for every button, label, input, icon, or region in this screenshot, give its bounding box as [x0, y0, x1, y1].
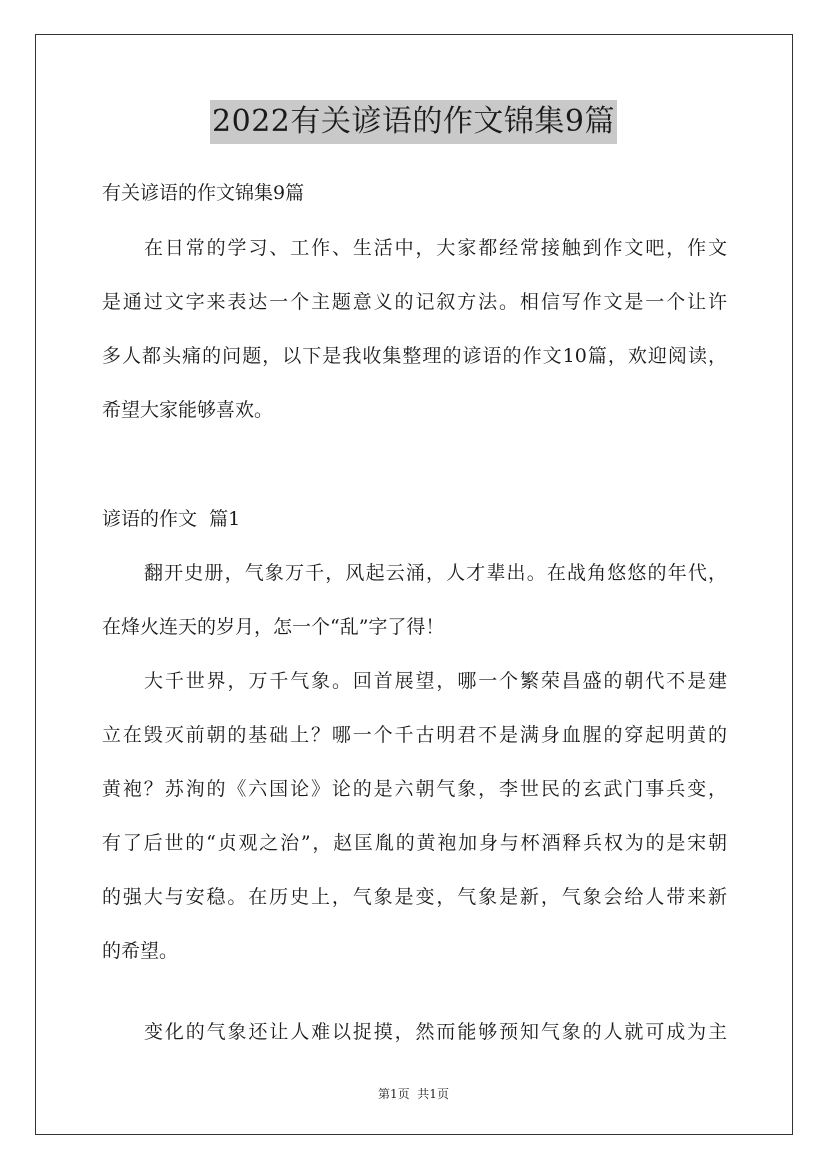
document-title-text: 2022有关谚语的作文锦集9篇 [210, 100, 617, 144]
intro-line-1: 在日常的学习、工作、生活中，大家都经常接触到作文吧，作文 [144, 237, 727, 259]
intro-line-2: 是通过文字来表达一个主题意义的记叙方法。相信写作文是一个让许 [102, 291, 727, 313]
paragraph-3-line-1: 变化的气象还让人难以捉摸，然而能够预知气象的人就可成为主 [144, 1021, 727, 1043]
paragraph-1-line-1: 翻开史册，气象万千，风起云涌，人才辈出。在战角悠悠的年代， [144, 562, 727, 584]
section-heading: 谚语的作文 篇1 [102, 508, 241, 530]
paragraph-1-line-2: 在烽火连天的岁月，怎一个“乱”字了得！ [102, 616, 445, 638]
paragraph-2-line-4: 有了后世的“贞观之治”，赵匡胤的黄袍加身与杯酒释兵权为的是宋朝 [102, 832, 727, 854]
intro-line-3: 多人都头痛的问题，以下是我收集整理的谚语的作文10篇，欢迎阅读， [102, 345, 727, 367]
paragraph-2-line-3: 黄袍？苏洵的《六国论》论的是六朝气象，李世民的玄武门事兵变， [102, 778, 727, 800]
page-footer: 第1页 共1页 [378, 1087, 449, 1101]
document-title [0, 100, 827, 144]
paragraph-2-line-1: 大千世界，万千气象。回首展望，哪一个繁荣昌盛的朝代不是建 [144, 670, 727, 692]
intro-line-4: 希望大家能够喜欢。 [102, 399, 274, 421]
paragraph-2-line-5: 的强大与安稳。在历史上，气象是变，气象是新，气象会给人带来新 [102, 886, 727, 908]
subtitle: 有关谚语的作文锦集9篇 [102, 182, 305, 204]
paragraph-2-line-6: 的希望。 [102, 940, 179, 962]
paragraph-2-line-2: 立在毁灭前朝的基础上？哪一个千古明君不是满身血腥的穿起明黄的 [102, 724, 727, 746]
